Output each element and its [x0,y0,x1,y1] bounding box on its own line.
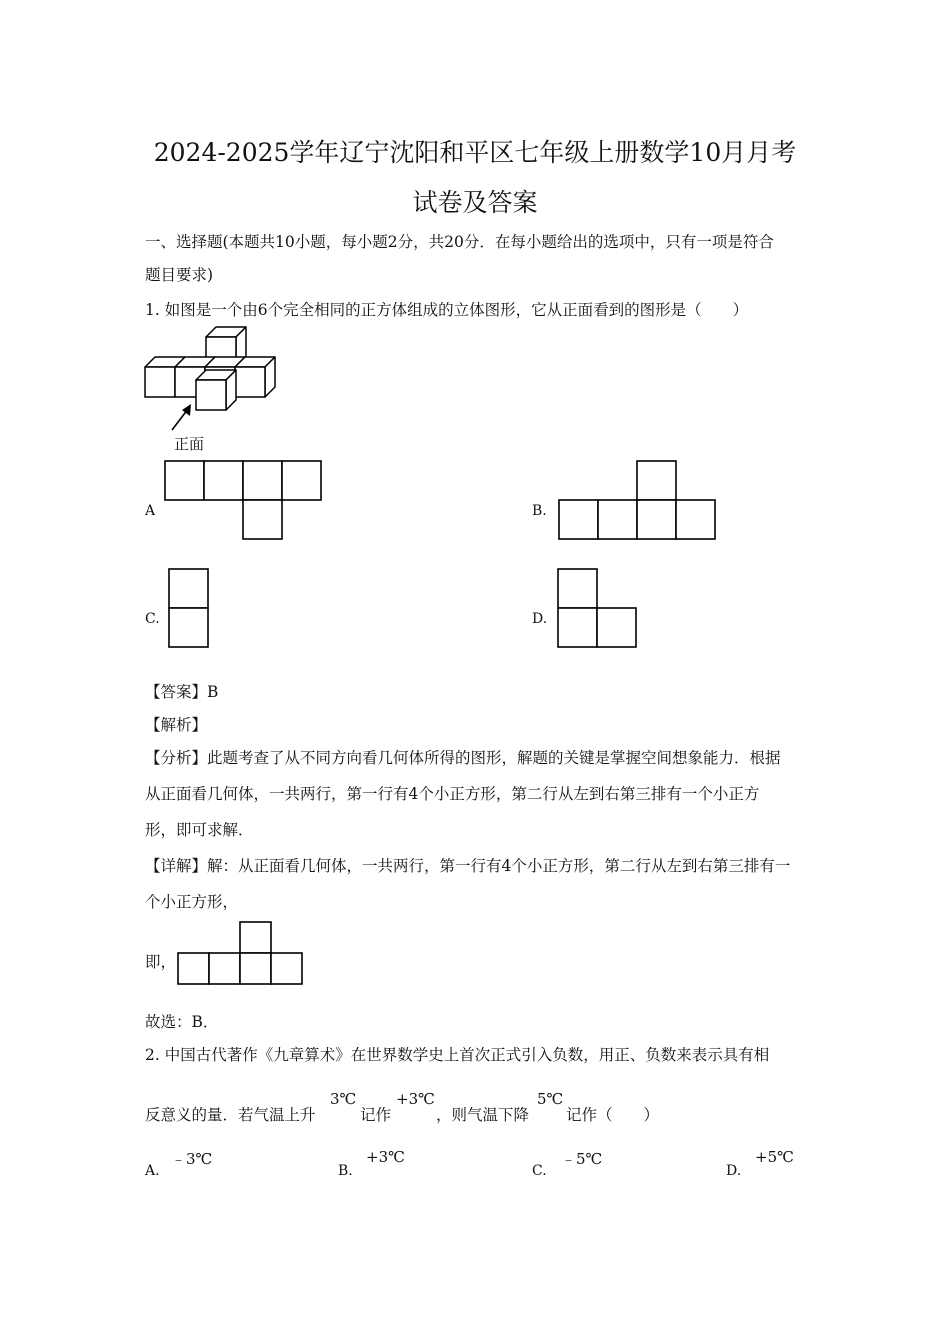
q1-answer: 【答案】B [145,683,219,701]
document-title-line1: 2024-2025学年辽宁沈阳和平区七年级上册数学10月月考 [153,138,797,167]
q2-expr-rise-signed: +3℃ [396,1090,435,1108]
q2-option-b-value: +3℃ [366,1148,405,1166]
q2-text-part4: 记作（ ） [566,1106,660,1124]
q1-analysis-heading: 【解析】 [145,716,208,734]
q1-analysis-line3: 形，即可求解． [145,821,254,839]
q2-text-part1: 反意义的量．若气温上升 [145,1106,316,1124]
q2-text-part2: 记作 [360,1106,392,1124]
q1-option-d-label: D. [532,611,548,627]
q2-text-part3: ，则气温下降 [436,1106,530,1124]
q1-stem: 1. 如图是一个由6个完全相同的正方体组成的立体图形，它从正面看到的图形是（ ） [145,301,749,319]
document-title-line2: 试卷及答案 [412,188,538,217]
q2-expr-rise: 3℃ [330,1090,357,1108]
q1-so-label: 即， [145,953,177,971]
q1-figure-label: 正面 [174,435,205,453]
q2-option-c-value: ﹣5℃ [561,1150,603,1168]
q1-analysis-line2: 从正面看几何体，一共两行，第一行有4个小正方形，第二行从左到右第三排有一个小正方 [145,785,760,803]
q1-analysis-line1: 【分析】此题考查了从不同方向看几何体所得的图形，解题的关键是掌握空间想象能力．根据 [145,749,781,767]
q2-option-a-value: ﹣3℃ [171,1150,213,1168]
q1-detail-line2: 个小正方形， [145,893,239,911]
q2-option-b-label: B. [338,1163,353,1179]
q2-expr-drop: 5℃ [537,1090,564,1108]
q2-option-a-label: A. [145,1163,160,1179]
q1-conclusion: 故选：B． [145,1013,219,1031]
q2-option-d-value: +5℃ [755,1148,794,1166]
q1-option-b-label: B. [532,503,547,519]
q1-detail-line1: 【详解】解：从正面看几何体，一共两行，第一行有4个小正方形，第二行从左到右第三排有一 [145,857,791,875]
section-heading-line1: 一、选择题(本题共10小题，每小题2分，共20分．在每小题给出的选项中，只有一项是符合 [145,233,774,251]
q1-option-a-label: A [145,503,156,519]
q1-option-c-label: C. [145,611,160,627]
section-heading-line2: 题目要求) [145,266,214,284]
q2-stem-line1: 2. 中国古代著作《九章算术》在世界数学史上首次正式引入负数，用正、负数来表示具有相 [145,1046,770,1064]
q2-option-d-label: D. [726,1163,742,1179]
q2-option-c-label: C. [532,1163,547,1179]
